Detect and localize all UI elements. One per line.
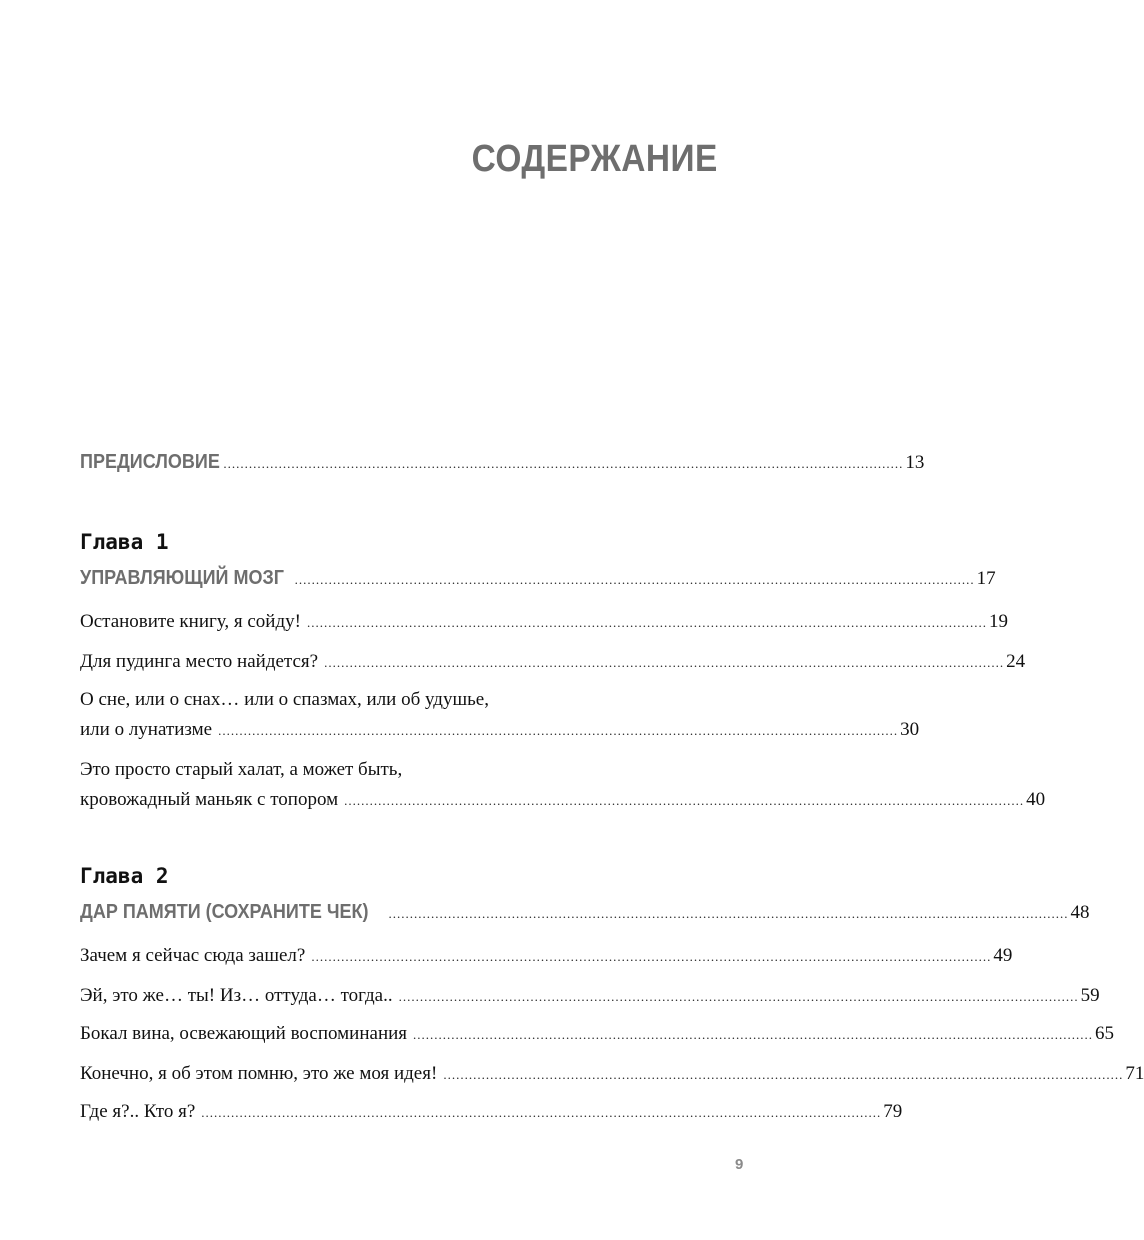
toc-entry-title: Зачем я сейчас сюда зашел?: [80, 945, 306, 966]
toc-entry-title: ДАР ПАМЯТИ (СОХРАНИТЕ ЧЕК): [80, 901, 369, 923]
dot-leader: ................................................................................................................................................................: [413, 1027, 1094, 1042]
toc-page-number: 48: [1070, 902, 1090, 923]
toc-entry[interactable]: [80, 610, 1008, 635]
dot-leader: ................................................................................................................................................................: [398, 989, 1079, 1004]
toc-entry-title: Где я?.. Кто я?: [80, 1101, 196, 1122]
toc-page-number: 24: [1006, 651, 1026, 672]
toc-entry-title: ПРЕДИСЛОВИЕ: [80, 451, 220, 473]
dot-leader: ................................................................................................................................................................: [223, 456, 904, 471]
chapter-label: Глава 2: [80, 864, 169, 888]
toc-entry-title: Остановите книгу, я сойду!: [80, 611, 301, 632]
toc-entry-title: Конечно, я об этом помню, это же моя идея!: [80, 1063, 438, 1084]
toc-entry[interactable]: [80, 1062, 1144, 1087]
toc-entry-title-line1: О сне, или о снах… или о спазмах, или об удушье,: [80, 689, 489, 710]
dot-leader: ................................................................................................................................................................: [443, 1067, 1124, 1082]
toc-entry-title: кровожадный маньяк с топором: [80, 789, 339, 810]
page-number: 9: [735, 1156, 744, 1173]
toc-page-number: 19: [988, 611, 1008, 632]
dot-leader: ................................................................................................................................................................: [324, 655, 1005, 670]
toc-entry-title: Для пудинга место найдется?: [80, 651, 319, 672]
chapter-label: Глава 1: [80, 530, 169, 554]
toc-page-number: 40: [1026, 789, 1046, 810]
toc-entry[interactable]: [80, 718, 920, 743]
toc-entry-title-line1: Это просто старый халат, а может быть,: [80, 759, 403, 780]
toc-entry[interactable]: [80, 984, 1100, 1009]
dot-leader: ................................................................................................................................................................: [218, 723, 899, 738]
toc-page-number: 71: [1125, 1063, 1144, 1084]
toc-entry-preface[interactable]: [80, 450, 925, 476]
toc-entry[interactable]: [80, 650, 1026, 675]
toc-entry[interactable]: [80, 1100, 903, 1125]
toc-page-number: 13: [905, 452, 925, 473]
toc-page-number: 17: [976, 568, 996, 589]
toc-entry[interactable]: [80, 944, 1013, 969]
page-title: СОДЕРЖАНИЕ: [471, 138, 718, 180]
toc-entry-title: УПРАВЛЯЮЩИЙ МОЗГ: [80, 567, 284, 589]
toc-entry-title: Эй, это же… ты! Из… оттуда… тогда..: [80, 985, 393, 1006]
dot-leader: ................................................................................................................................................................: [388, 906, 1069, 921]
toc-page-number: 65: [1095, 1023, 1115, 1044]
toc-page-number: 59: [1080, 985, 1100, 1006]
toc-page-number: 30: [900, 719, 920, 740]
toc-entry[interactable]: [80, 788, 1046, 813]
toc-entry-title: Бокал вина, освежающий воспоминания: [80, 1023, 408, 1044]
toc-section-chapter-1[interactable]: [80, 566, 996, 592]
dot-leader: ................................................................................................................................................................: [311, 949, 992, 964]
toc-section-chapter-2[interactable]: [80, 900, 1090, 926]
toc-page-number: 79: [883, 1101, 903, 1122]
dot-leader: ................................................................................................................................................................: [306, 615, 987, 630]
toc-entry-title: или о лунатизме: [80, 719, 213, 740]
toc-page-number: 49: [993, 945, 1013, 966]
dot-leader: ................................................................................................................................................................: [294, 572, 975, 587]
toc-entry[interactable]: [80, 1022, 1115, 1047]
dot-leader: ................................................................................................................................................................: [201, 1105, 882, 1120]
dot-leader: ................................................................................................................................................................: [344, 793, 1025, 808]
